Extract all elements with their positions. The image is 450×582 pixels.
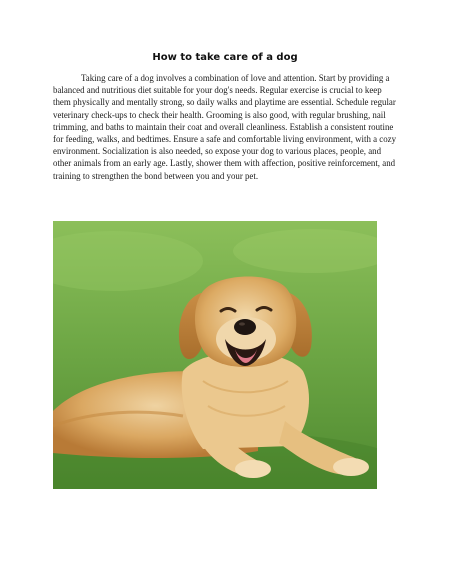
golden-retriever-image — [53, 221, 377, 489]
document-title: How to take care of a dog — [152, 52, 298, 63]
dog-photo — [53, 221, 377, 489]
body-paragraph: Taking care of a dog involves a combination of love and attention. Start by providing a balanced and nutritious diet suitable for your dog's needs. Regular exercise is crucial to keep them physically and mentally strong, so daily walks and playtime are essential. Schedule regular veterinary check-ups to check their health. Grooming is also good, with regular brushing, nail trimming, and baths to maintain their coat and overall cleanliness. Establish a consistent routine for feeding, walks, and bedtimes. Ensure a safe and comfortable living environment, with a cozy environment. Socialization is also needed, so expose your dog to various places, people, and other animals from an early age. Lastly, shower them with affection, positive reinforcement, and training to strengthen the bond between you and your pet. — [53, 73, 397, 181]
